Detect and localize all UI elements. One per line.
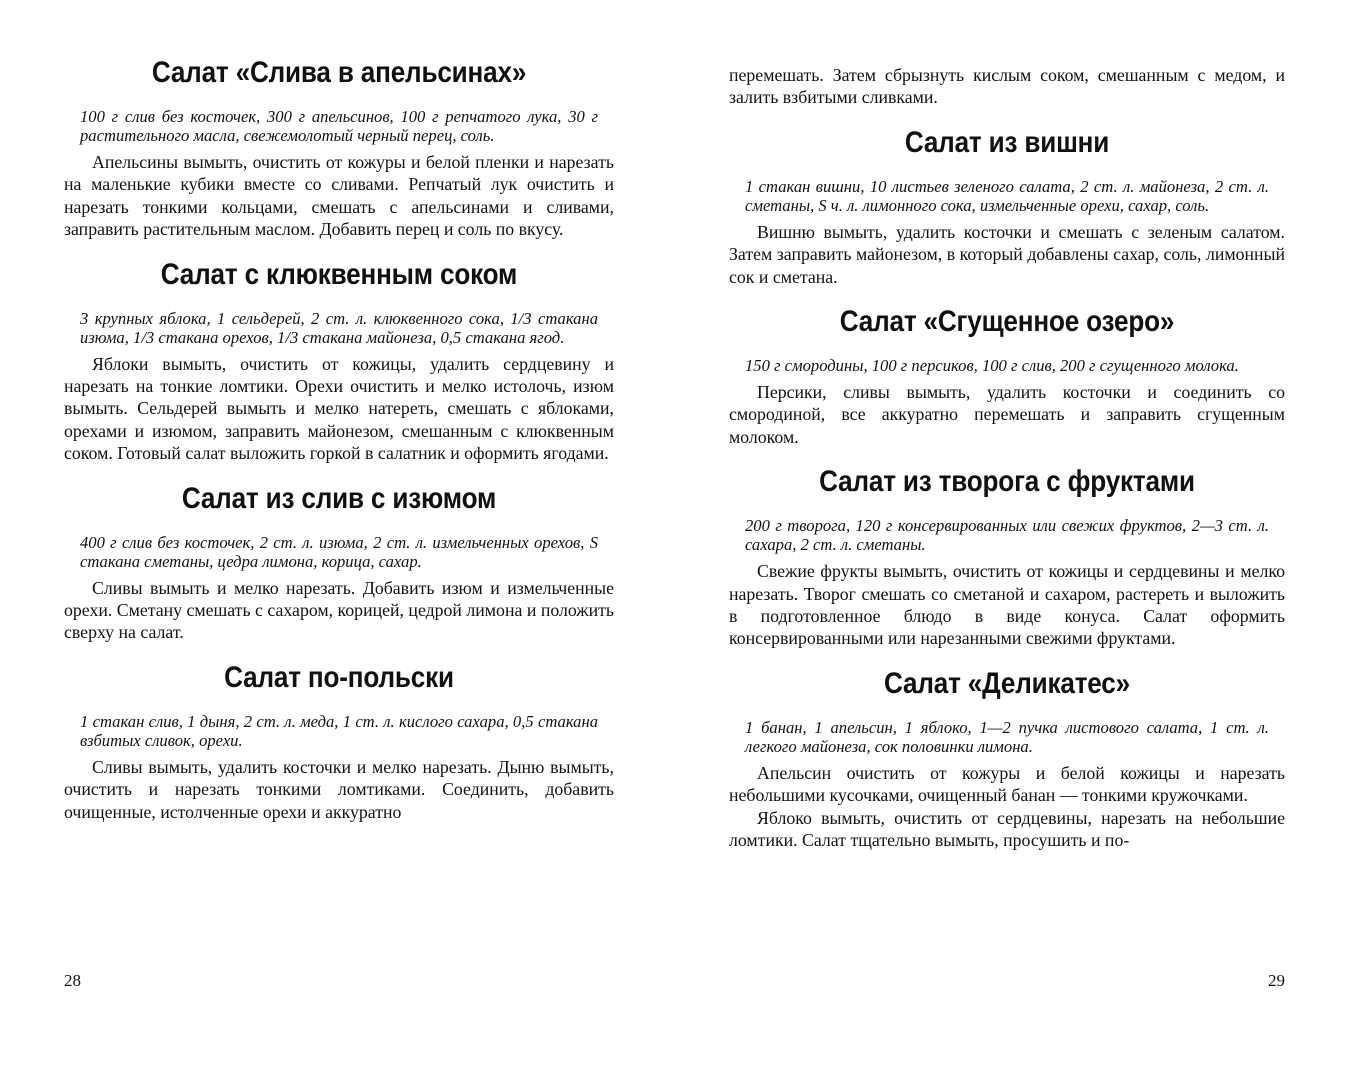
recipe-plums-raisins [64, 481, 614, 644]
recipe-polish-style [64, 660, 614, 823]
recipe-plum-in-oranges [64, 55, 614, 241]
right-page [729, 0, 1285, 1080]
recipe-delicatessen [729, 666, 1285, 852]
recipe-title: Салат из слив с изюмом [181, 481, 497, 515]
recipe-instructions: Свежие фрукты вымыть, очистить от кожицы и сердцевины и мелко нарезать. Творог смешать со сметаной и сахаром, растереть и выложить в подготовленное блюдо в виде конуса. Салат оформить консервированными или нарезанными свежими фруктами. [729, 561, 1285, 649]
recipe-instructions-continued: Яблоко вымыть, очистить от сердцевины, нарезать на небольшие ломтики. Салат тщательно вымыть, просушить и по- [729, 807, 1285, 851]
recipe-ingredients: 1 банан, 1 апельсин, 1 яблоко, 1—2 пучка листового салата, 1 ст. л. легкого майонеза, сок половинки лимона. [745, 717, 1269, 756]
recipe-title: Салат «Слива в апельсинах» [151, 56, 527, 89]
recipe-ingredients: 150 г смородины, 100 г персиков, 100 г слив, 200 г сгущенного молока. [745, 356, 1239, 376]
recipe-cranberry-juice [64, 257, 614, 465]
recipe-ingredients: 3 крупных яблока, 1 сельдерей, 2 ст. л. клюквенного сока, 1/3 стакана изюма, 1/3 стакана орехов, 1/3 стакана майонеза, 0,5 стакана ягод. [80, 308, 598, 347]
left-page-column [64, 55, 614, 839]
recipe-instructions: Апельсины вымыть, очистить от кожуры и белой пленки и нарезать на маленькие кубики вместе со сливами. Репчатый лук очистить и нарезать тонкими кольцами, смешать с апельсинами и сливами, заправить растительным маслом. Добавить перец и соль по вкусу. [64, 152, 614, 240]
continued-text: перемешать. Затем сбрызнуть кислым соком, смешанным с медом, и залить взбитыми сливками. [729, 65, 1285, 108]
recipe-title: Салат из вишни [904, 125, 1110, 159]
recipe-instructions: Яблоки вымыть, очистить от кожицы, удалить сердцевину и нарезать на тонкие ломтики. Орехи очистить и мелко истолочь, изюм вымыть. Сельдерей вымыть и мелко натереть, смешать с яблоками, орехами и изюмом, заправить майонезом, смешанным с клюквенным соком. Готовый салат выложить горкой в салатник и оформить ягодами. [64, 353, 614, 464]
recipe-title: Салат «Деликатес» [884, 666, 1130, 700]
recipe-ingredients: 400 г слив без косточек, 2 ст. л. изюма, 2 ст. л. измельченных орехов, S стакана сметаны, цедра лимона, корица, сахар. [80, 532, 598, 571]
recipe-ingredients: 200 г творога, 120 г консервированных или свежих фруктов, 2—3 ст. л. сахара, 2 ст. л. сметаны. [745, 516, 1269, 555]
page-number: 28 [64, 971, 81, 990]
left-page [64, 0, 614, 1080]
recipe-title: Салат по-польски [224, 660, 454, 694]
recipe-ingredients: 1 стакан слив, 1 дыня, 2 ст. л. меда, 1 ст. л. кислого сахара, 0,5 стакана взбитых сливок, орехи. [80, 711, 598, 750]
recipe-instructions: Апельсин очистить от кожуры и белой кожицы и нарезать небольшими кусочками, очищенный банан — тонкими кружочками. [729, 762, 1285, 806]
recipe-instructions: Сливы вымыть и мелко нарезать. Добавить изюм и измельченные орехи. Сметану смешать с сахаром, корицей, цедрой лимона и положить сверху на салат. [64, 577, 614, 643]
recipe-cherry [729, 125, 1285, 288]
recipe-ingredients: 1 стакан вишни, 10 листьев зеленого салата, 2 ст. л. майонеза, 2 ст. л. сметаны, S ч. л. лимонного сока, измельченные орехи, сахар, соль. [745, 176, 1269, 215]
page-number: 29 [1268, 971, 1285, 990]
recipe-title: Салат «Сгущенное озеро» [839, 305, 1175, 339]
recipe-instructions: Сливы вымыть, удалить косточки и мелко нарезать. Дыню вымыть, очистить и нарезать тонкими ломтиками. Соединить, добавить очищенные, истолченные орехи и аккуратно [64, 756, 614, 822]
right-page-column [729, 64, 1285, 868]
recipe-instructions: Вишню вымыть, удалить косточки и смешать с зеленым салатом. Затем заправить майонезом, в который добавлены сахар, соль, лимонный сок и сметана. [729, 221, 1285, 287]
recipe-title: Салат из творога с фруктами [819, 465, 1195, 499]
recipe-cottage-cheese-fruit [729, 464, 1285, 650]
recipe-condensed-lake [729, 304, 1285, 448]
recipe-continuation [729, 64, 1285, 109]
recipe-title: Салат с клюквенным соком [160, 257, 518, 291]
recipe-instructions: Персики, сливы вымыть, удалить косточки и соединить со смородиной, все аккуратно перемешать и заправить сгущенным молоком. [729, 382, 1285, 447]
recipe-ingredients: 100 г слив без косточек, 300 г апельсинов, 100 г репчатого лука, 30 г растительного масла, свежемолотый черный перец, соль. [80, 107, 598, 145]
